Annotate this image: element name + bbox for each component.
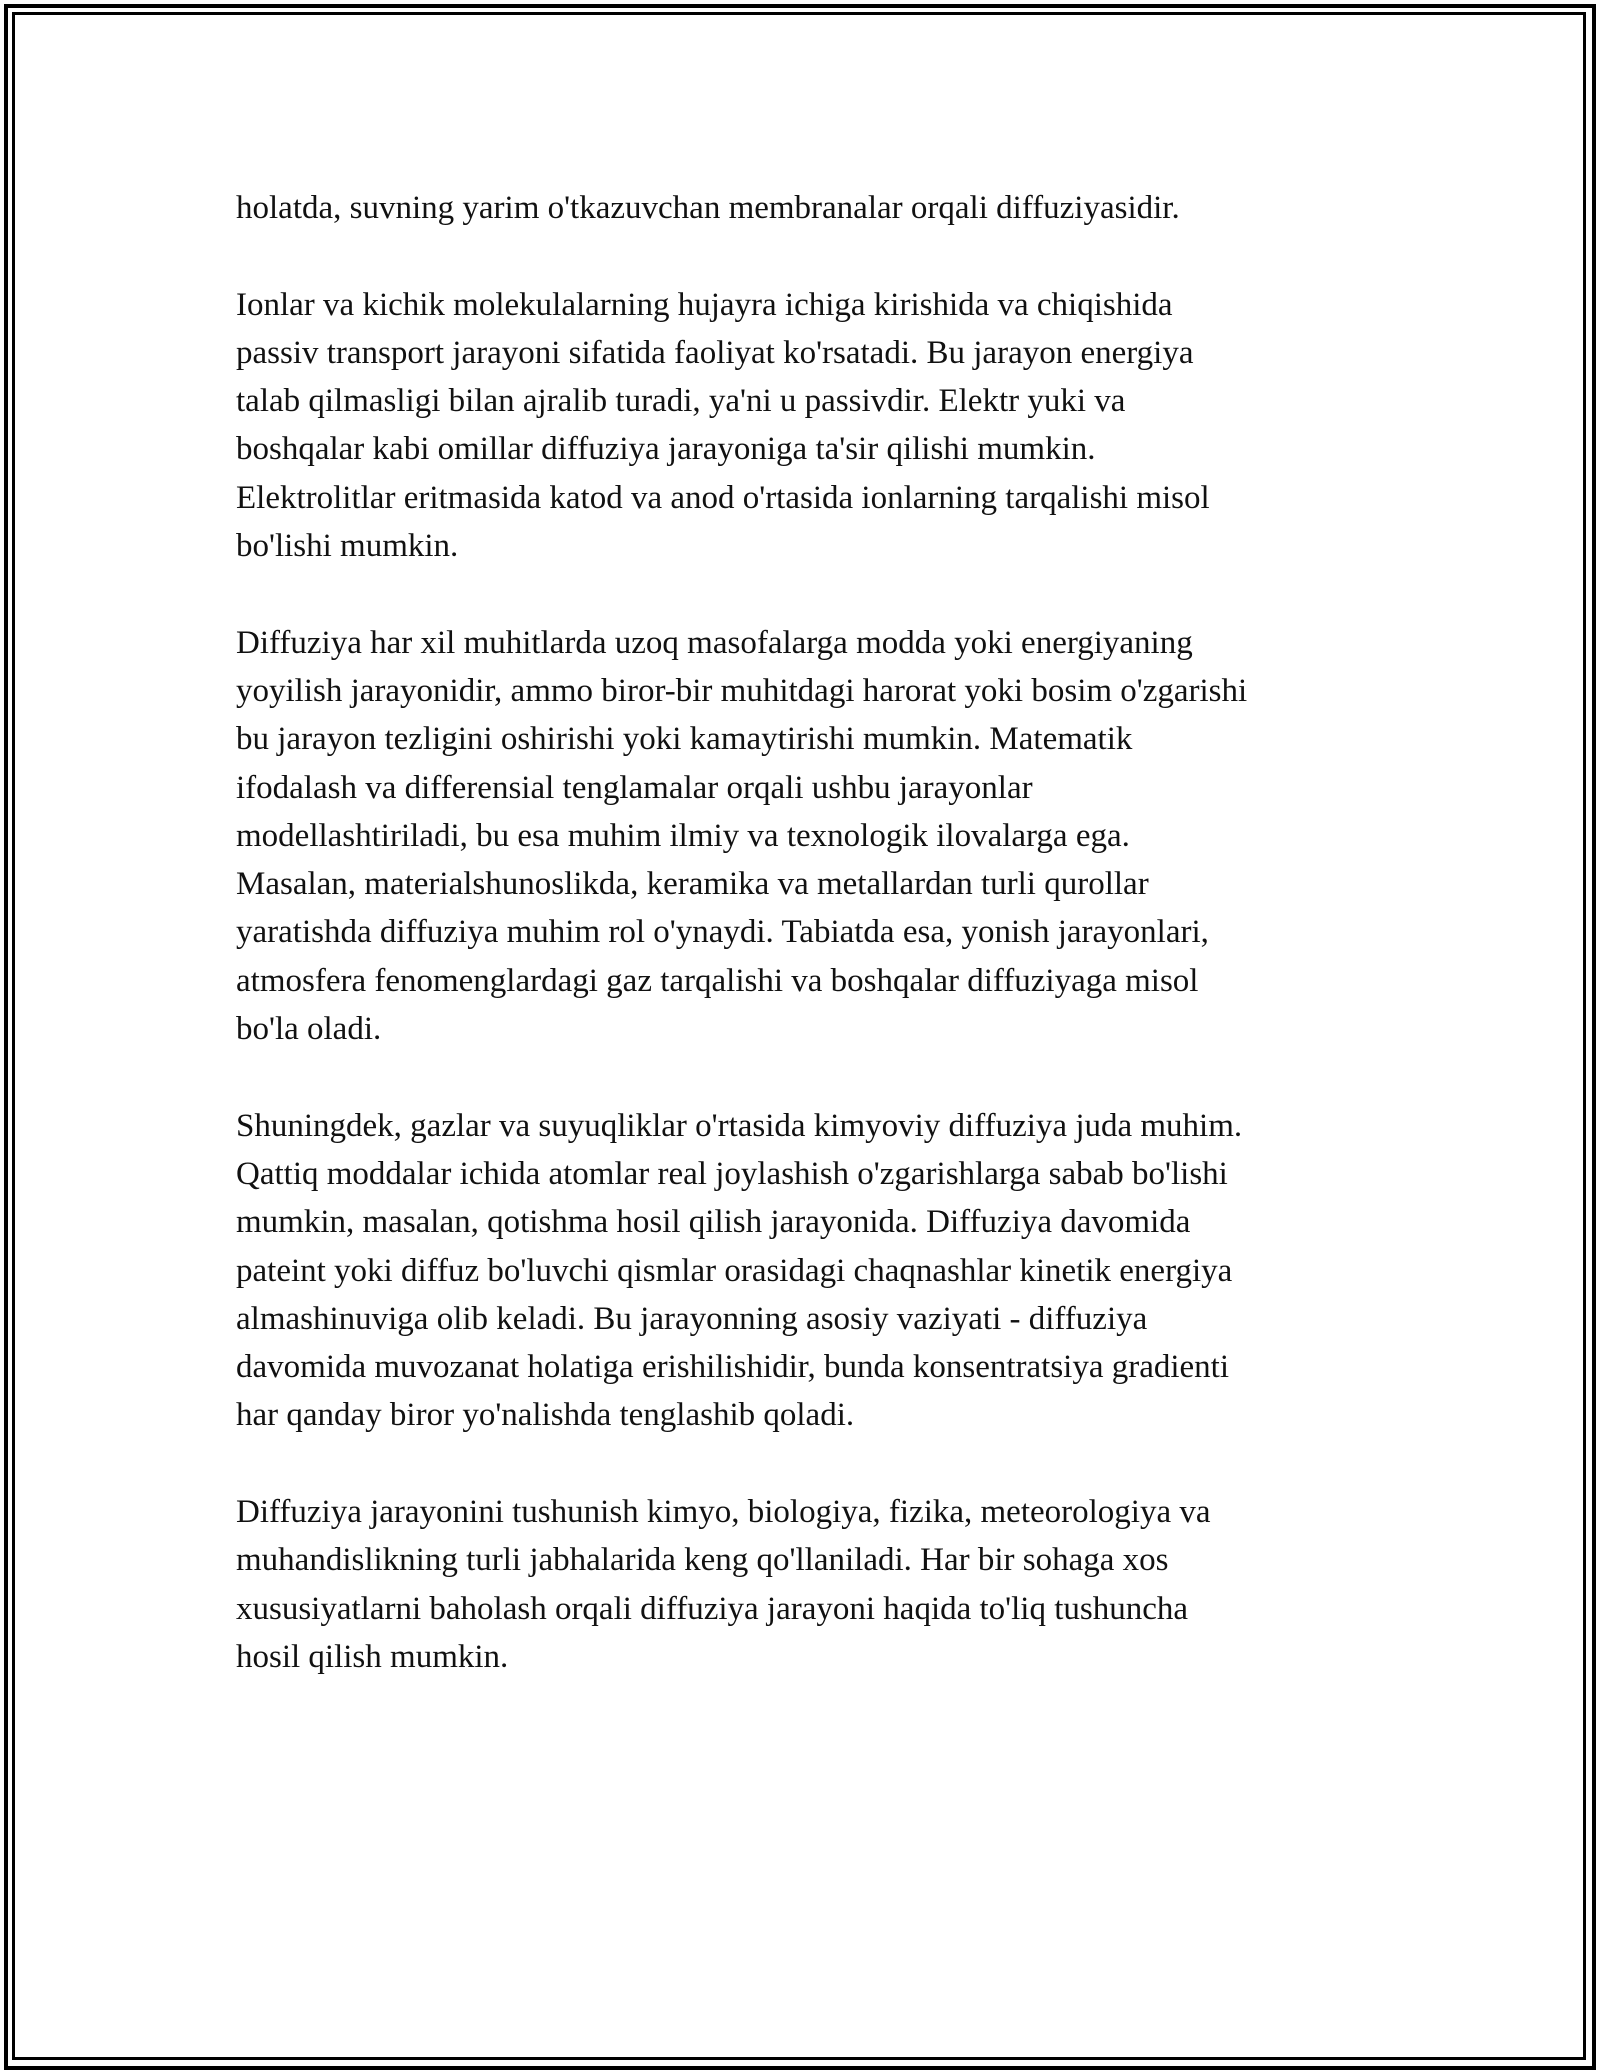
paragraph-3: Diffuziya har xil muhitlarda uzoq masofalarga modda yoki energiyaning yoyilish jarayonidir, ammo biror-bir muhitdagi harorat yoki bosim o'zgarishi bu jarayon tezligini oshirishi yoki kamaytirishi mumkin. Matematik ifodalash va differensial tenglamalar orqali ushbu jarayonlar modellashtiriladi, bu esa muhim ilmiy va texnologik ilovalarga ega. Masalan, materialshunoslikda, keramika va metallardan turli qurollar yaratishda diffuziya muhim rol o'ynaydi. Tabiatda esa, yonish jarayonlari, atmosfera fenomenglardagi gaz tarqalishi va boshqalar diffuziyaga misol bo'la oladi.	[236, 624, 1248, 1048]
paragraph-5: Diffuziya jarayonini tushunish kimyo, biologiya, fizika, meteorologiya va muhandislikning turli jabhalarida keng qo'llaniladi. Har bir sohaga xos xususiyatlarni baholash orqali diffuziya jarayoni haqida to'liq tushuncha hosil qilish mumkin.	[236, 1494, 1211, 1675]
paragraph-1: holatda, suvning yarim o'tkazuvchan membranalar orqali diffuziyasidir.	[236, 190, 1180, 226]
document-body	[236, 184, 1396, 1730]
paragraph-4: Shuningdek, gazlar va suyuqliklar o'rtasida kimyoviy diffuziya juda muhim. Qattiq moddalar ichida atomlar real joylashish o'zgarishlarga sabab bo'lishi mumkin, masalan, qotishma hosil qilish jarayonida. Diffuziya davomida pateint yoki diffuz bo'luvchi qismlar orasidagi chaqnashlar kinetik energiya almashinuviga olib keladi. Bu jarayonning asosiy vaziyati - diffuziya davomida muvozanat holatiga erishilishidir, bunda konsentratsiya gradienti har qanday biror yo'nalishda tenglashib qoladi.	[236, 1107, 1243, 1434]
paragraph-2: Ionlar va kichik molekulalarning hujayra ichiga kirishida va chiqishida passiv transport jarayoni sifatida faoliyat ko'rsatadi. Bu jarayon energiya talab qilmasligi bilan ajralib turadi, ya'ni u passivdir. Elektr yuki va boshqalar kabi omillar diffuziya jarayoniga ta'sir qilishi mumkin. Elektrolitlar eritmasida katod va anod o'rtasida ionlarning tarqalishi misol bo'lishi mumkin.	[236, 286, 1210, 565]
